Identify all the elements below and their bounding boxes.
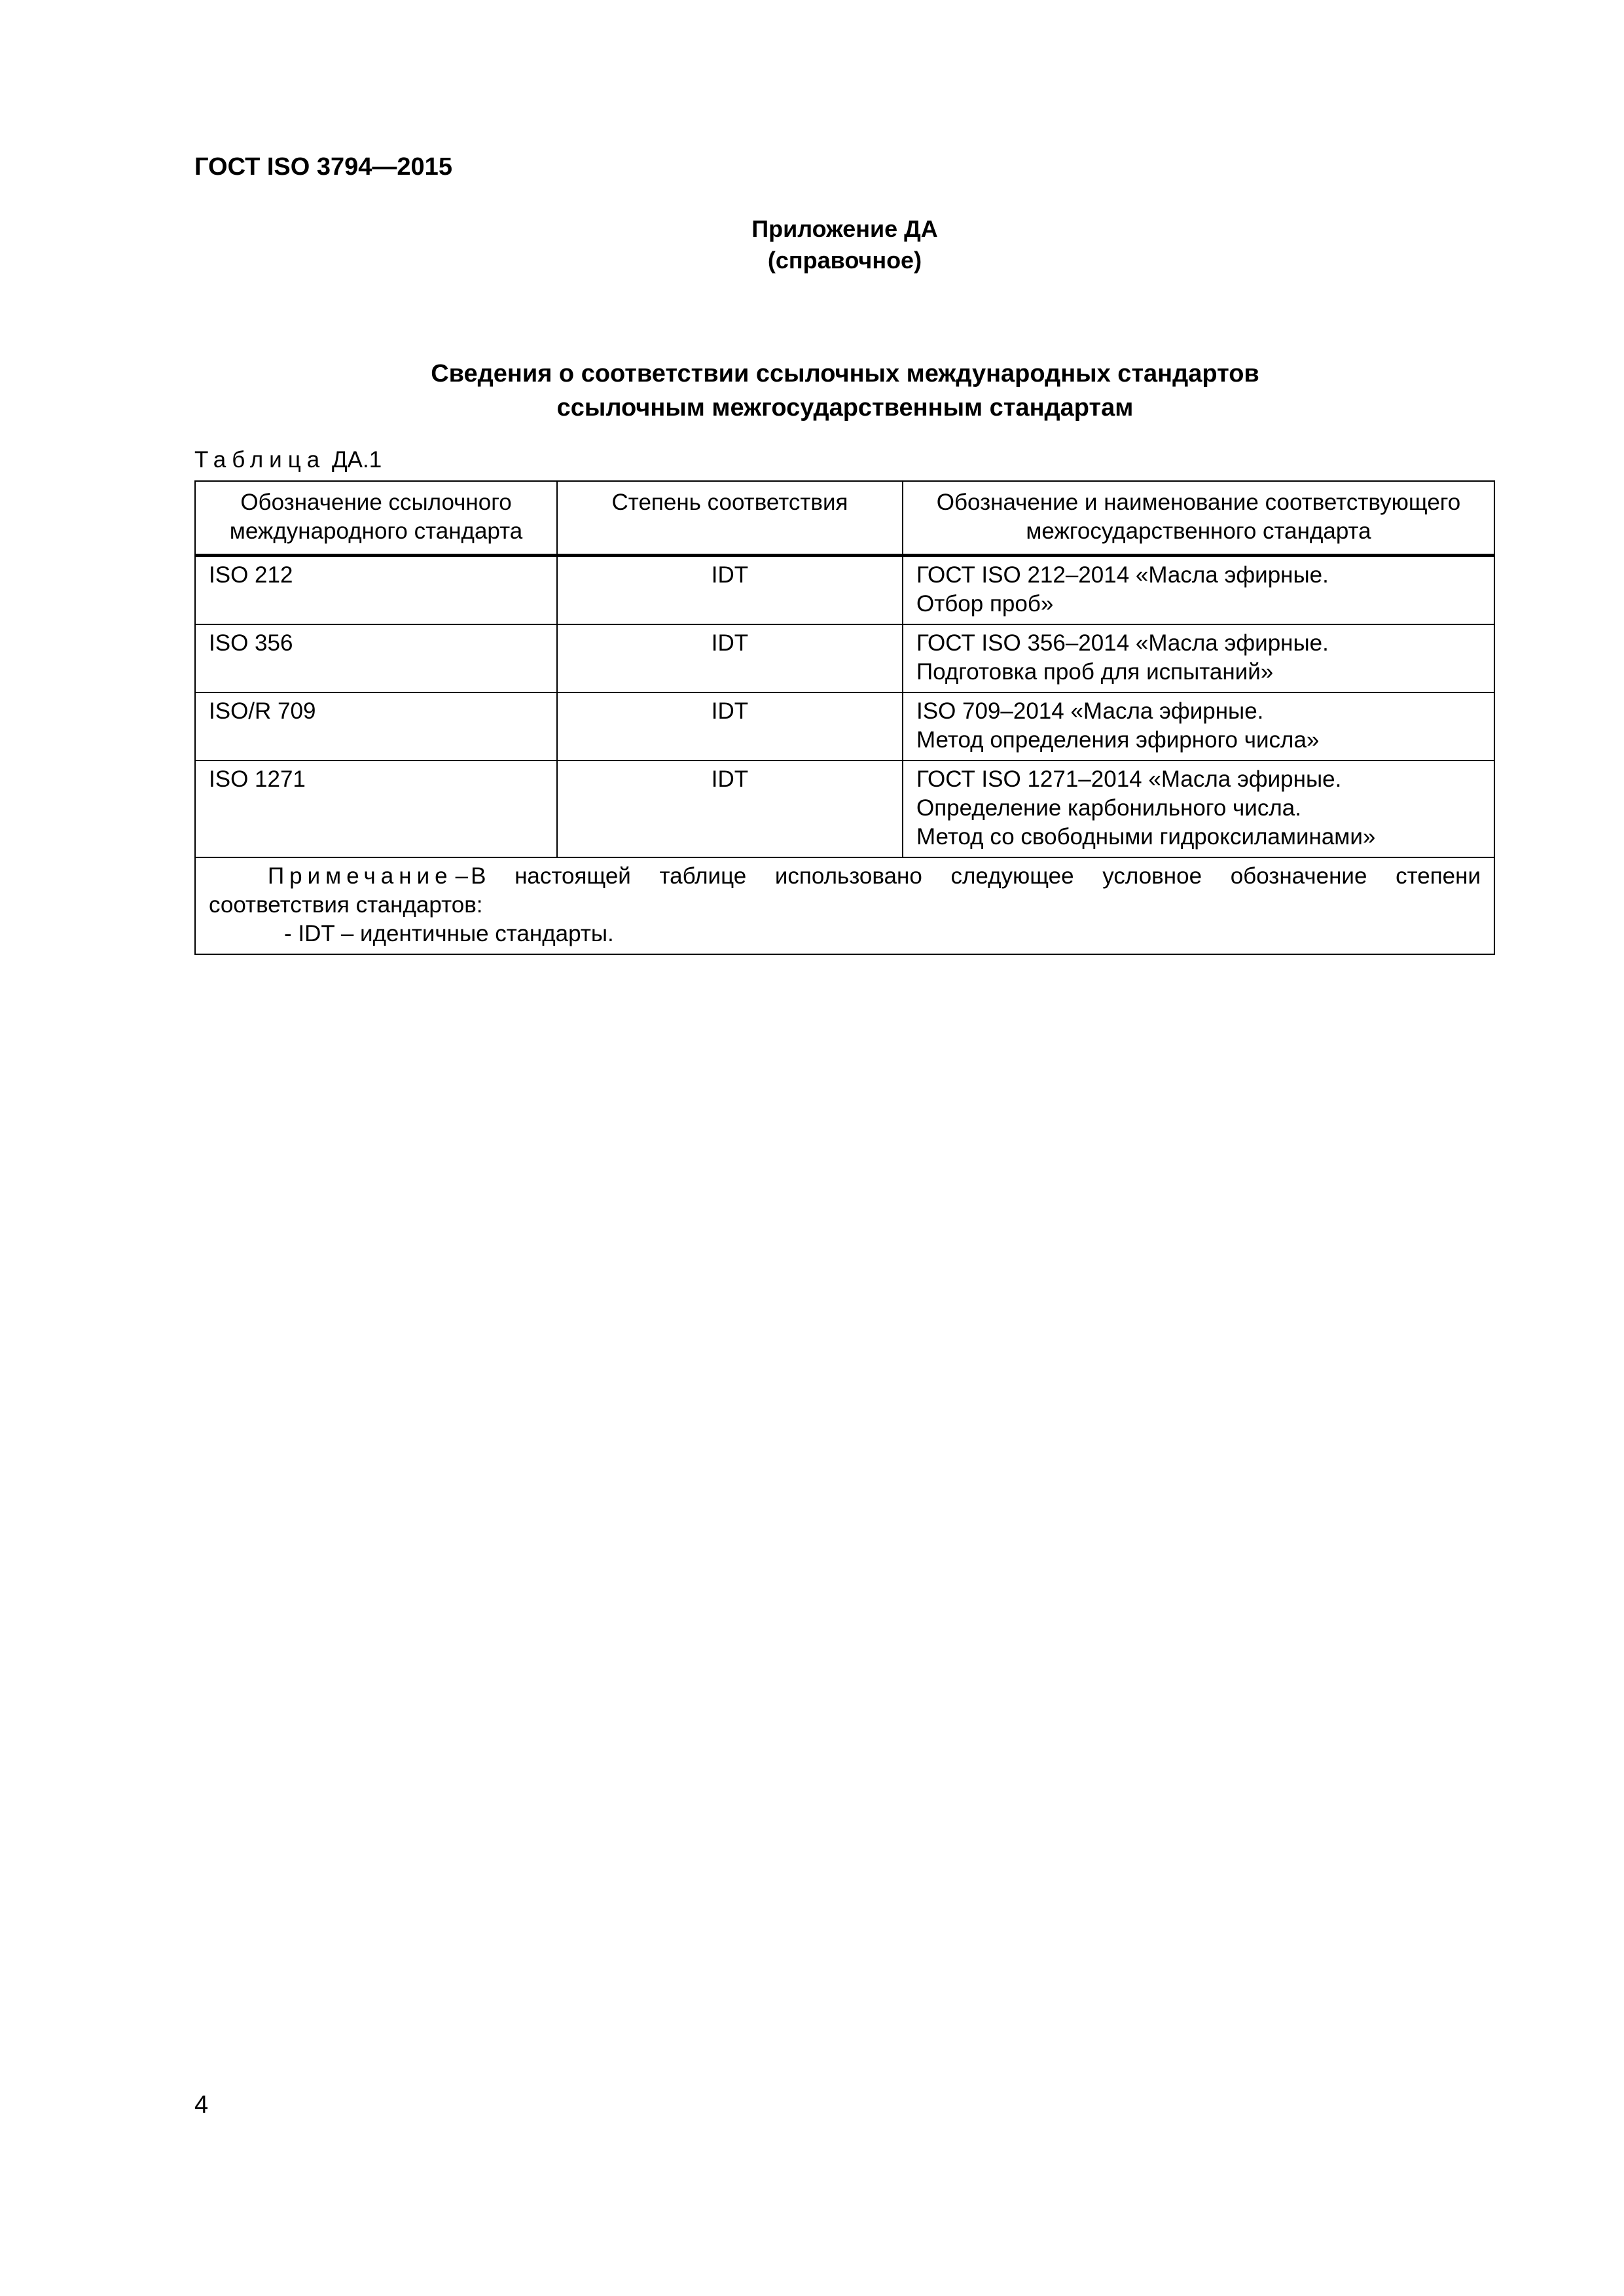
header-col1-line-1: Обозначение ссылочного	[240, 490, 512, 515]
section-title	[0, 357, 1624, 425]
document-code: ГОСТ ISO 3794—2015	[194, 153, 452, 181]
annex-title: Приложение ДА	[751, 215, 938, 242]
cell-text-line: ГОСТ ISO 212–2014 «Масла эфирные.	[916, 562, 1329, 588]
table-caption-word: Таблица	[194, 447, 326, 473]
cell-text-line: Определение карбонильного числа.	[916, 795, 1301, 821]
note-first-line	[209, 862, 1481, 891]
header-col2: Степень соответствия	[611, 490, 848, 515]
cell-interstate-standard	[903, 556, 1494, 625]
annex-heading	[0, 213, 1624, 276]
note-text-part-1: В настоящей таблице использовано следующее условное обозначение степени	[471, 863, 1481, 889]
annex-status: (справочное)	[767, 247, 922, 274]
table-row	[195, 624, 1494, 692]
table-row	[195, 761, 1494, 857]
header-col3-line-1: Обозначение и наименование соответствующего	[936, 490, 1461, 515]
cell-degree: IDT	[557, 692, 903, 761]
cell-interstate-standard	[903, 624, 1494, 692]
cell-international-standard: ISO 212	[195, 556, 557, 625]
standards-correspondence-table	[194, 480, 1495, 955]
header-col1-line-2: международного стандарта	[229, 518, 523, 544]
cell-international-standard: ISO/R 709	[195, 692, 557, 761]
note-list-item: - IDT – идентичные стандарты.	[284, 921, 614, 946]
cell-text-line: Отбор проб»	[916, 591, 1054, 617]
table-header-row	[195, 481, 1494, 556]
cell-degree: IDT	[557, 556, 903, 625]
cell-text-line: ISO 709–2014 «Масла эфирные.	[916, 698, 1264, 724]
cell-interstate-standard	[903, 692, 1494, 761]
header-interstate-standard	[903, 481, 1494, 556]
header-degree-of-correspondence	[557, 481, 903, 556]
cell-interstate-standard	[903, 761, 1494, 857]
table-note	[195, 857, 1494, 954]
header-col3-line-2: межгосударственного стандарта	[1026, 518, 1371, 544]
cell-text-line: ГОСТ ISO 1271–2014 «Масла эфирные.	[916, 766, 1342, 792]
cell-international-standard: ISO 1271	[195, 761, 557, 857]
section-title-line-2: ссылочным межгосударственным стандартам	[556, 394, 1134, 422]
note-label: Примечание	[268, 863, 453, 889]
table-caption	[194, 447, 382, 473]
table-caption-number: ДА.1	[331, 447, 382, 473]
table-row	[195, 692, 1494, 761]
note-dash: –	[455, 863, 469, 889]
cell-international-standard: ISO 356	[195, 624, 557, 692]
cell-degree: IDT	[557, 761, 903, 857]
table-row	[195, 556, 1494, 625]
cell-text-line: Метод со свободными гидроксиламинами»	[916, 824, 1376, 850]
cell-degree: IDT	[557, 624, 903, 692]
cell-text-line: ГОСТ ISO 356–2014 «Масла эфирные.	[916, 630, 1329, 656]
section-title-line-1: Сведения о соответствии ссылочных международных стандартов	[431, 360, 1259, 387]
header-international-standard	[195, 481, 557, 556]
cell-text-line: Подготовка проб для испытаний»	[916, 659, 1274, 685]
cell-text-line: Метод определения эфирного числа»	[916, 727, 1320, 753]
page-number: 4	[194, 2091, 209, 2119]
note-text-part-2: соответствия стандартов:	[209, 892, 483, 918]
table-note-row	[195, 857, 1494, 954]
